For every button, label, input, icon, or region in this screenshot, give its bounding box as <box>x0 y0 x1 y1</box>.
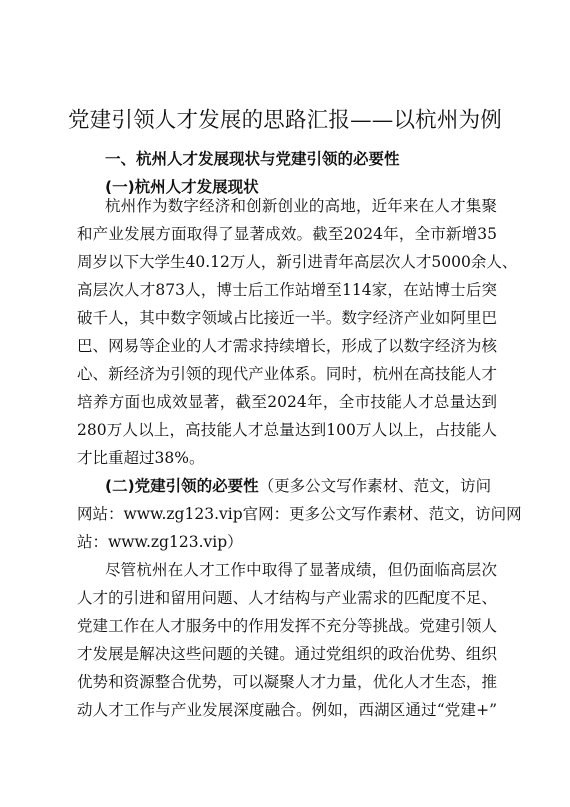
paragraph-line: 280万人以上，高技能人才总量达到100万人以上，占技能人 <box>77 421 497 439</box>
paragraph-line: 动人才工作与产业发展深度融合。例如，西湖区通过“党建+” <box>77 701 497 719</box>
subsection-heading: (一)杭州人才发展现状 <box>105 178 259 196</box>
paragraph-line: 周岁以下大学生40.12万人，新引进青年高层次人才5000余人、 <box>77 253 518 271</box>
paragraph-party-building-necessity <box>77 556 497 724</box>
paragraph-line: 心、新经济为引领的现代产业体系。同时，杭州在高技能人才 <box>77 365 497 383</box>
paragraph-line: 站：www.zg123.vip） <box>77 533 243 551</box>
paragraph-line: 尽管杭州在人才工作中取得了显著成绩，但仍面临高层次 <box>105 561 497 579</box>
paragraph-line: 杭州作为数字经济和创新创业的高地，近年来在人才集聚 <box>105 197 497 215</box>
paragraph-line: 破千人，其中数字领域占比接近一半。数字经济产业如阿里巴 <box>77 309 497 327</box>
paragraph-line: 高层次人才873人，博士后工作站增至114家，在站博士后突 <box>77 281 497 299</box>
paragraph-line: 优势和资源整合优势，可以凝聚人才力量，优化人才生态，推 <box>77 673 497 691</box>
paragraph-line: 网站：www.zg123.vip官网：更多公文写作素材、范文，访问网 <box>77 505 522 523</box>
section-heading: 一、杭州人才发展现状与党建引领的必要性 <box>105 150 400 168</box>
paragraph-line: 和产业发展方面取得了显著成效。截至2024年，全市新增35 <box>77 225 497 243</box>
paragraph-line: 党建工作在人才服务中的作用发挥不充分等挑战。党建引领人 <box>77 617 497 635</box>
subsection-heading-note: （更多公文写作素材、范文，访问 <box>258 477 492 495</box>
paragraph-line: 巴、网易等企业的人才需求持续增长，形成了以数字经济为核 <box>77 337 497 355</box>
document-title: 党建引领人才发展的思路汇报——以杭州为例 <box>67 108 502 133</box>
paragraph-party-building-necessity-heading <box>77 472 522 556</box>
paragraph-line: 培养方面也成效显著，截至2024年，全市技能人才总量达到 <box>77 393 497 411</box>
paragraph-line: 才发展是解决这些问题的关键。通过党组织的政治优势、组织 <box>77 645 497 663</box>
subsection-heading-line <box>77 472 497 500</box>
paragraph-line: 人才的引进和留用问题、人才结构与产业需求的匹配度不足、 <box>77 589 497 607</box>
paragraph-talent-status <box>77 192 518 472</box>
paragraph-line: 才比重超过38%。 <box>77 449 205 467</box>
subsection-heading: (二)党建引领的必要性 <box>105 477 259 495</box>
